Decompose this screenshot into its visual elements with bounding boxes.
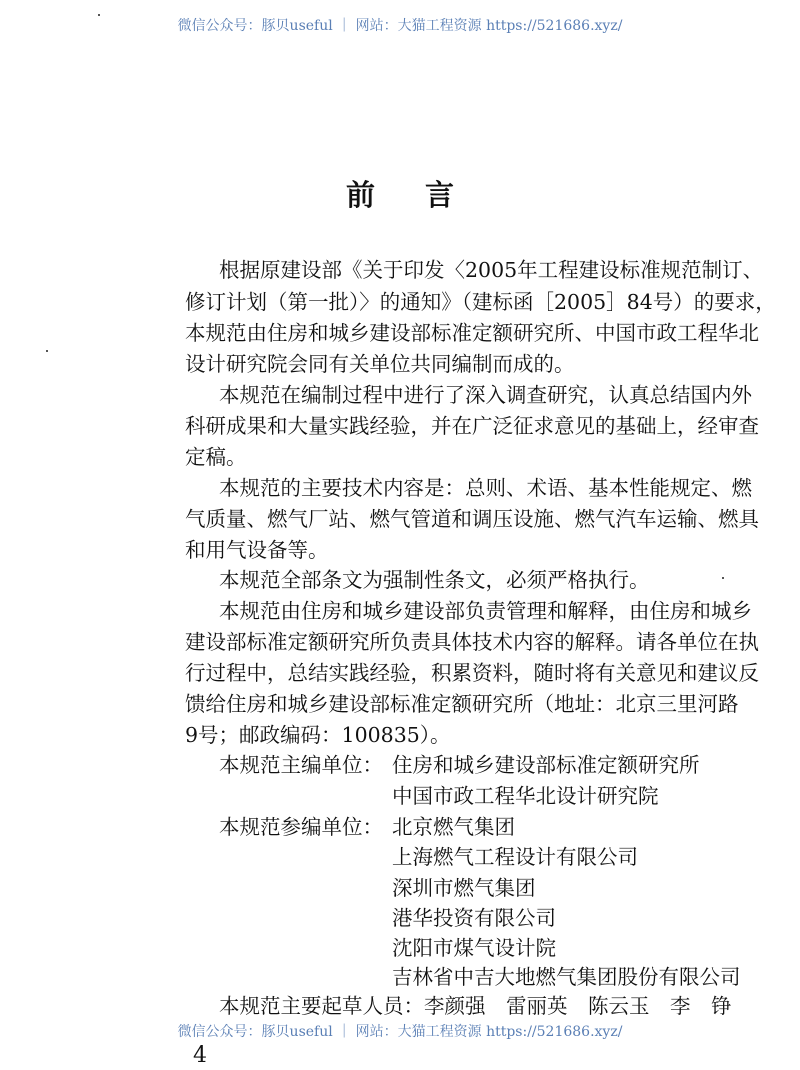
chief-editor-label: 本规范主编单位：: [219, 753, 383, 777]
text-line: 本规范在编制过程中进行了深入调查研究，认真总结国内外: [219, 383, 752, 407]
scan-speck: [722, 577, 724, 579]
text-line: 定稿。: [185, 445, 247, 469]
text-line: 和用气设备等。: [185, 538, 329, 562]
text-line: 本规范全部条文为强制性条文，必须严格执行。: [219, 568, 650, 592]
watermark-top: 微信公众号：豚贝useful ｜ 网站：大猫工程资源 https://521686.xyz/: [177, 18, 623, 34]
participant-label: 本规范参编单位：: [219, 815, 383, 839]
watermark-bottom: 微信公众号：豚贝useful ｜ 网站：大猫工程资源 https://521686.xyz/: [177, 1024, 623, 1040]
drafters-line: 本规范主要起草人员：李颜强 雷丽英 陈云玉 李 铮: [219, 994, 732, 1018]
text-line: 本规范由住房和城乡建设部标准定额研究所、中国市政工程华北: [185, 321, 759, 345]
text-line: 气质量、燃气厂站、燃气管道和调压设施、燃气汽车运输、燃具: [185, 507, 759, 531]
text-line: 行过程中，总结实践经验，积累资料，随时将有关意见和建议反: [185, 661, 759, 685]
text-line: 本规范由住房和城乡建设部负责管理和解释，由住房和城乡: [219, 599, 752, 623]
text-line: 9号；邮政编码：100835）。: [185, 723, 451, 747]
participant-unit: 深圳市燃气集团: [392, 876, 536, 900]
text-line: 科研成果和大量实践经验，并在广泛征求意见的基础上，经审查: [185, 414, 759, 438]
scan-speck: [98, 14, 100, 16]
participant-unit: 港华投资有限公司: [392, 906, 556, 930]
page-number: 4: [193, 1043, 207, 1068]
participant-unit: 上海燃气工程设计有限公司: [392, 845, 638, 869]
text-line: 设计研究院会同有关单位共同编制而成的。: [185, 352, 575, 376]
page-title: 前言: [345, 178, 504, 212]
chief-editor-unit: 中国市政工程华北设计研究院: [392, 784, 659, 808]
text-line: 本规范的主要技术内容是：总则、术语、基本性能规定、燃: [219, 476, 752, 500]
text-line: 修订计划（第一批）〉的通知》（建标函［2005］84号）的要求，: [185, 290, 776, 314]
participant-unit: 沈阳市煤气设计院: [392, 936, 556, 960]
participant-unit: 吉林省中吉大地燃气集团股份有限公司: [392, 965, 741, 989]
text-line: 馈给住房和城乡建设部标准定额研究所（地址：北京三里河路: [185, 692, 739, 716]
participant-unit: 北京燃气集团: [392, 815, 515, 839]
scan-speck: [46, 350, 48, 352]
text-line: 建设部标准定额研究所负责具体技术内容的解释。请各单位在执: [185, 630, 759, 654]
text-line: 根据原建设部《关于印发〈2005年工程建设标准规范制订、: [219, 258, 764, 282]
chief-editor-unit: 住房和城乡建设部标准定额研究所: [392, 753, 700, 777]
